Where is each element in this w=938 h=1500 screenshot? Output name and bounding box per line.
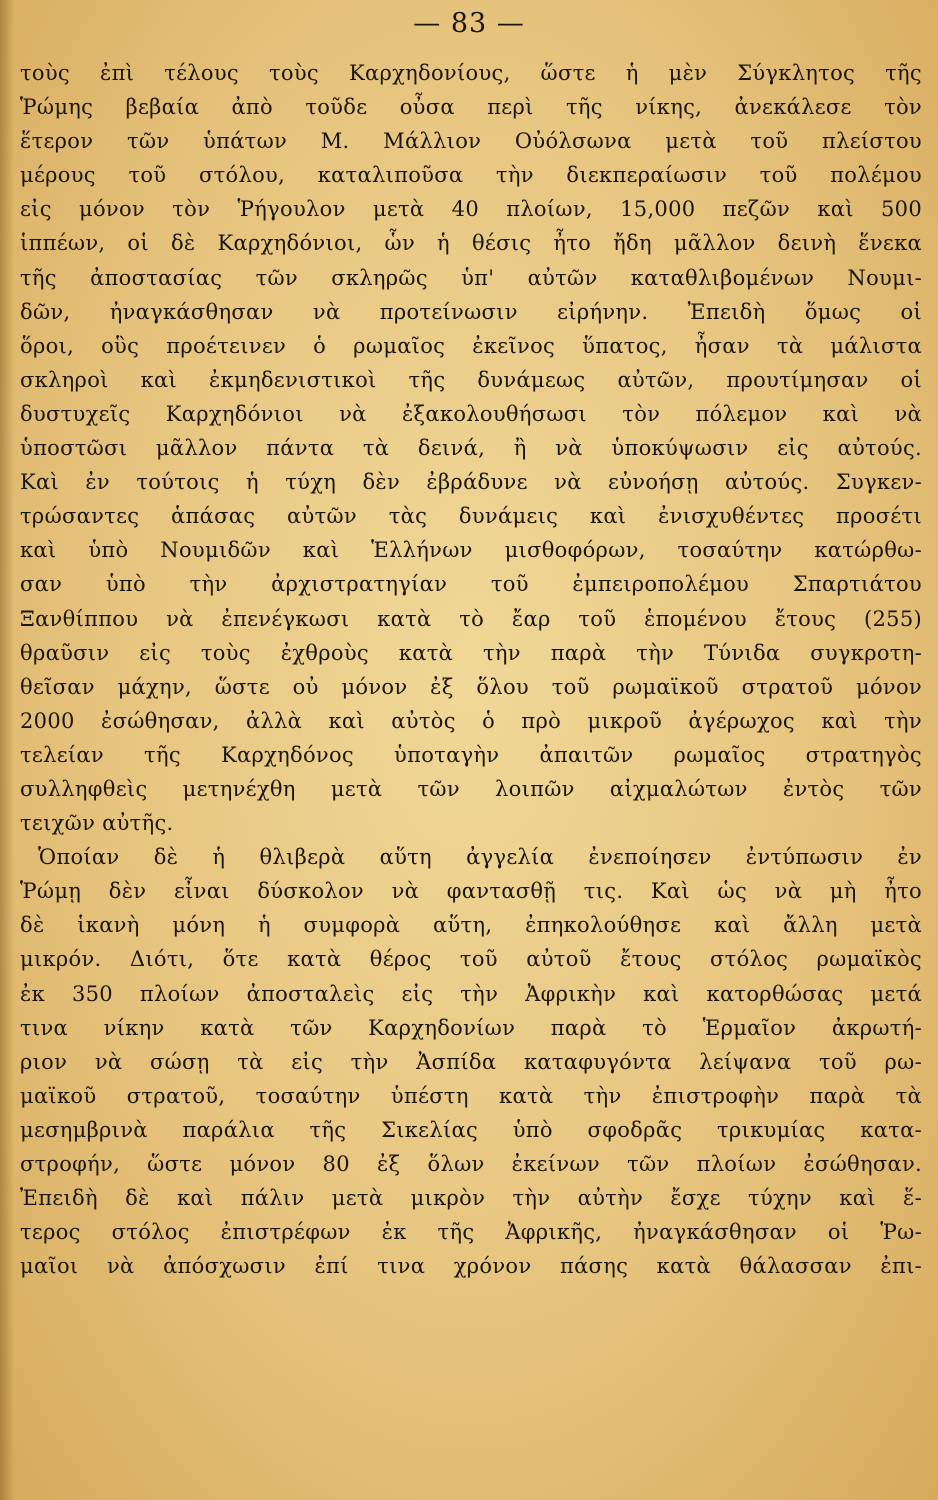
- text-line: Ὁποίαν δὲ ἡ θλιβερὰ αὕτη ἀγγελία ἐνεποίησεν ἐντύπωσιν ἐν: [38, 845, 922, 870]
- text-line: δὲ ἱκανὴ μόνη ἡ συμφορὰ αὕτη, ἐπηκολούθησε καὶ ἄλλη μετὰ: [20, 913, 922, 938]
- text-line: τινα νίκην κατὰ τῶν Καρχηδονίων παρὰ τὸ Ἑρμαῖον ἀκρωτή-: [20, 1015, 922, 1040]
- text-line: ὑποστῶσι μᾶλλον πάντα τὰ δεινά, ἢ νὰ ὑποκύψωσιν εἰς αὐτούς.: [20, 436, 922, 461]
- text-line: μέρους τοῦ στόλου, καταλιποῦσα τὴν διεκπεραίωσιν τοῦ πολέμου: [20, 163, 922, 188]
- text-line: μικρόν. Διότι, ὅτε κατὰ θέρος τοῦ αὐτοῦ ἔτους στόλος ρωμαϊκὸς: [20, 947, 922, 972]
- text-line: μαϊκοῦ στρατοῦ, τοσαύτην ὑπέστη κατὰ τὴν ἐπιστροφὴν παρὰ τὰ: [20, 1083, 922, 1108]
- text-line: Ῥώμης βεβαία ἀπὸ τοῦδε οὖσα περὶ τῆς νίκης, ἀνεκάλεσε τὸν: [20, 95, 922, 120]
- paragraph: [20, 56, 922, 840]
- text-line: ὅροι, οὓς προέτεινεν ὁ ρωμαῖος ἐκεῖνος ὕπατος, ἦσαν τὰ μάλιστα: [20, 333, 922, 358]
- text-line: μεσημβρινὰ παράλια τῆς Σικελίας ὑπὸ σφοδρᾶς τρικυμίας κατα-: [20, 1117, 922, 1142]
- page-number: — 83 —: [413, 8, 525, 39]
- text-line: τοὺς ἐπὶ τέλους τοὺς Καρχηδονίους, ὥστε ἡ μὲν Σύγκλητος τῆς: [20, 61, 922, 85]
- text-line: καὶ ὑπὸ Νουμιδῶν καὶ Ἑλλήνων μισθοφόρων, τοσαύτην κατώρθω-: [20, 538, 922, 563]
- text-line: ριον νὰ σώσῃ τὰ εἰς τὴν Ἀσπίδα καταφυγόντα λείψανα τοῦ ρω-: [20, 1049, 922, 1074]
- text-line: ἱππέων, οἱ δὲ Καρχηδόνιοι, ὧν ἡ θέσις ἦτο ἤδη μᾶλλον δεινὴ ἕνεκα: [20, 231, 922, 256]
- text-line: τερος στόλος ἐπιστρέφων ἐκ τῆς Ἀφρικῆς, ἠναγκάσθησαν οἱ Ῥω-: [20, 1220, 922, 1245]
- text-line: Ἐπειδὴ δὲ καὶ πάλιν μετὰ μικρὸν τὴν αὐτὴν ἔσχε τύχην καὶ ἕ-: [20, 1186, 922, 1211]
- text-line: θεῖσαν μάχην, ὥστε οὐ μόνον ἐξ ὅλου τοῦ ρωμαϊκοῦ στρατοῦ μόνον: [20, 674, 922, 699]
- text-line: τελείαν τῆς Καρχηδόνος ὑποταγὴν ἀπαιτῶν ρωμαῖος στρατηγὸς: [20, 742, 922, 767]
- text-line: θραῦσιν εἰς τοὺς ἐχθροὺς κατὰ τὴν παρὰ τὴν Τύνιδα συγκροτη-: [20, 640, 922, 665]
- text-line: τῆς ἀποστασίας τῶν σκληρῶς ὑπ' αὐτῶν καταθλιβομένων Νουμι-: [20, 265, 922, 290]
- text-line: εἰς μόνον τὸν Ῥήγουλον μετὰ 40 πλοίων, 15,000 πεζῶν καὶ 500: [20, 197, 922, 222]
- text-line: τρώσαντες ἁπάσας αὐτῶν τὰς δυνάμεις καὶ ἐνισχυθέντες προσέτι: [20, 504, 922, 529]
- text-line: Ῥώμῃ δὲν εἶναι δύσκολον νὰ φαντασθῇ τις. Καὶ ὡς νὰ μὴ ἦτο: [20, 879, 922, 904]
- paragraph: [20, 840, 922, 1283]
- text-line: μαῖοι νὰ ἀπόσχωσιν ἐπί τινα χρόνον πάσης κατὰ θάλασσαν ἐπι-: [20, 1254, 922, 1279]
- body-text: [20, 56, 922, 1283]
- text-line: δυστυχεῖς Καρχηδόνιοι νὰ ἐξακολουθήσωσι τὸν πόλεμον καὶ νὰ: [20, 401, 922, 426]
- text-line: δῶν, ἠναγκάσθησαν νὰ προτείνωσιν εἰρήνην. Ἐπειδὴ ὅμως οἱ: [20, 299, 922, 324]
- text-line: συλληφθεὶς μετηνέχθη μετὰ τῶν λοιπῶν αἰχμαλώτων ἐντὸς τῶν: [20, 776, 922, 801]
- text-line: σκληροὶ καὶ ἐκμηδενιστικοὶ τῆς δυνάμεως αὐτῶν, προυτίμησαν οἱ: [20, 367, 922, 392]
- text-line: 2000 ἐσώθησαν, ἀλλὰ καὶ αὐτὸς ὁ πρὸ μικροῦ ἀγέρωχος καὶ τὴν: [20, 708, 922, 733]
- text-line: ἕτερον τῶν ὑπάτων Μ. Μάλλιον Οὐόλσωνα μετὰ τοῦ πλείστου: [20, 129, 922, 154]
- text-line: Καὶ ἐν τούτοις ἡ τύχη δὲν ἐβράδυνε νὰ εὐνοήσῃ αὐτούς. Συγκεν-: [20, 470, 922, 495]
- text-line: στροφήν, ὥστε μόνον 80 ἐξ ὅλων ἐκείνων τῶν πλοίων ἐσώθησαν.: [20, 1152, 922, 1176]
- text-line: Ξανθίππου νὰ ἐπενέγκωσι κατὰ τὸ ἔαρ τοῦ ἑπομένου ἔτους (255): [20, 606, 922, 631]
- text-line: ἐκ 350 πλοίων ἀποσταλεὶς εἰς τὴν Ἀφρικὴν καὶ κατορθώσας μετά: [20, 981, 922, 1006]
- text-line: τειχῶν αὐτῆς.: [20, 811, 174, 836]
- text-line: σαν ὑπὸ τὴν ἀρχιστρατηγίαν τοῦ ἐμπειροπολέμου Σπαρτιάτου: [20, 572, 922, 597]
- page-edge-shadow: [0, 0, 14, 1500]
